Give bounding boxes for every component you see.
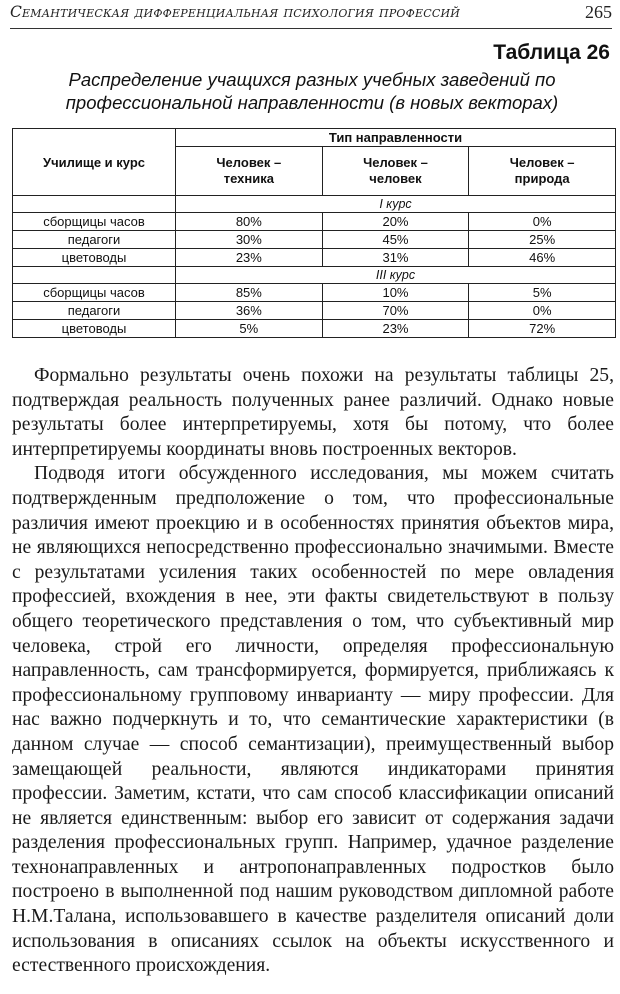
column-header — [469, 147, 616, 196]
paragraph: Формально результаты очень похожи на результаты таблицы 25, подтверждая реальность полученных ранее различий. Однако новые результаты более интерпретируемы, хотя бы потому, что более интерпретируемы координаты вновь построенных векторов. — [12, 365, 614, 460]
value-cell: 10% — [322, 284, 469, 302]
table-caption: Распределение учащихся разных учебных заведений по профессиональной направленности (в новых векторах) — [65, 69, 559, 113]
value-cell: 31% — [322, 249, 469, 267]
value-cell: 23% — [176, 249, 323, 267]
distribution-table — [12, 128, 616, 338]
column-header-part: человек — [369, 171, 422, 186]
table-row — [13, 231, 616, 249]
section-row-course-1 — [13, 196, 616, 213]
column-header — [322, 147, 469, 196]
value-cell: 70% — [322, 302, 469, 320]
column-header-part: техника — [223, 171, 274, 186]
section-spacer — [13, 196, 176, 213]
value-cell: 25% — [469, 231, 616, 249]
value-cell: 0% — [469, 302, 616, 320]
school-name-cell: сборщицы часов — [13, 213, 176, 231]
value-cell: 5% — [176, 320, 323, 338]
value-cell: 46% — [469, 249, 616, 267]
column-header-part: Человек – — [509, 155, 575, 170]
school-name-cell: педагоги — [13, 231, 176, 249]
school-name-cell: сборщицы часов — [13, 284, 176, 302]
value-cell: 72% — [469, 320, 616, 338]
column-header-part: Человек – — [363, 155, 428, 170]
table-title: Таблица 26 — [493, 41, 610, 64]
section-spacer — [13, 267, 176, 284]
table-row — [13, 249, 616, 267]
school-name-cell: педагоги — [13, 302, 176, 320]
paragraph: Подводя итоги обсужденного исследования, мы можем считать подтвержденным предположение о том, что профессиональные различия имеют проекцию и в особенностях принятия объектов мира, не являющихся непосредственно профессионально значимыми. Вместе с результатами усиления таких особенностей по мере овладения профессией, вхождения в нее, эти факты свидетельствуют в пользу общего теоретического представления о том, что субъективный мир человека, строй его личности, определяя профессиональную направленность, сам трансформируется, формируется, приближаясь к профессиональному групповому инварианту — миру профессии. Для нас важно подчеркнуть и то, что семантические характеристики (в данном случае — способ семантизации), преимущественный выбор замещающей реальности, являются индикаторами принятия профессии. Заметим, кстати, что сам способ классификации описаний не является единственным: выбор его зависит от содержания задачи разделения профессиональных групп. Например, удачное разделение технонаправленных и антропонаправленных подростков было построено в выполненной под нашим руководством дипломной работе Н.М.Талана, использовавшего в качестве разделителя описаний доли использования в описаниях ссылок на объекты искусственного и естественного происхождения. — [12, 463, 614, 977]
column-header-part: природа — [514, 171, 570, 186]
group-header-cell: Тип направленности — [176, 129, 616, 147]
body-text — [12, 364, 614, 979]
table-header-row — [13, 129, 616, 147]
value-cell: 23% — [322, 320, 469, 338]
school-name-cell: цветоводы — [13, 249, 176, 267]
value-cell: 36% — [176, 302, 323, 320]
page-number: 265 — [585, 2, 612, 22]
section-label: I курс — [176, 196, 616, 213]
section-label: III курс — [176, 267, 616, 284]
table-row — [13, 284, 616, 302]
column-header-part: Человек – — [216, 155, 282, 170]
value-cell: 85% — [176, 284, 323, 302]
value-cell: 0% — [469, 213, 616, 231]
table-row — [13, 320, 616, 338]
column-header — [176, 147, 323, 196]
value-cell: 45% — [322, 231, 469, 249]
row-header-cell: Училище и курс — [13, 129, 176, 196]
section-row-course-3 — [13, 267, 616, 284]
table-row — [13, 302, 616, 320]
running-header — [10, 0, 612, 29]
value-cell: 30% — [176, 231, 323, 249]
value-cell: 5% — [469, 284, 616, 302]
running-title: Семантическая дифференциальная психология профессий — [10, 3, 461, 21]
value-cell: 20% — [322, 213, 469, 231]
value-cell: 80% — [176, 213, 323, 231]
school-name-cell: цветоводы — [13, 320, 176, 338]
table-row — [13, 213, 616, 231]
